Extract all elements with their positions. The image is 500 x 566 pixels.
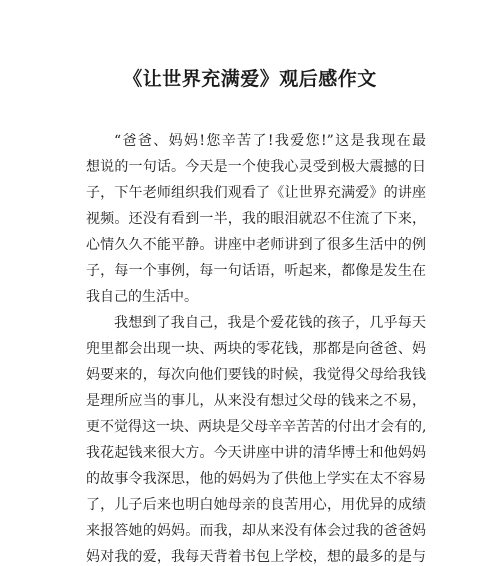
text-line: 的故事令我深思，他的妈妈为了供他上学实在太不容易: [86, 471, 426, 487]
text-line: 了，儿子后来也明白她母亲的良苦用心，用优异的成绩: [86, 497, 426, 513]
text-line: 来报答她的妈妈。而我，却从来没有体会过我的爸爸妈: [86, 523, 426, 539]
text-line: 心情久久不能平静。讲座中老师讲到了很多生活中的例: [86, 237, 426, 253]
text-line: 视频。还没有看到一半，我的眼泪就忍不住流了下来，: [86, 211, 426, 227]
text-line: 我花起钱来很大方。今天讲座中讲的清华博士和他妈妈: [86, 445, 426, 461]
text-line: 更不觉得这一块、两块是父母辛辛苦苦的付出才会有的,: [86, 419, 427, 435]
document-title: 《让世界充满爱》观后感作文: [123, 68, 377, 90]
text-line: 妈对我的爱，我每天背着书包上学校，想的最多的是与: [86, 549, 426, 565]
document-body: [86, 128, 426, 566]
text-line: 想说的一句话。今天是一个使我心灵受到极大震撼的日: [86, 159, 426, 175]
text-line: 子，下午老师组织我们观看了《让世界充满爱》的讲座: [86, 185, 426, 201]
text-line: “爸爸、妈妈!您辛苦了!我爱您!”这是我现在最: [114, 133, 426, 149]
text-line: 妈要来的，每次向他们要钱的时候，我觉得父母给我钱: [86, 367, 426, 383]
text-line: 兜里都会出现一块、两块的零花钱，那都是向爸爸、妈: [86, 341, 426, 357]
text-line: 子，每一个事例，每一句话语，听起来，都像是发生在: [86, 263, 426, 279]
text-line: 我自己的生活中。: [86, 289, 198, 305]
text-line: 是理所应当的事儿，从来没有想过父母的钱来之不易，: [86, 393, 426, 409]
text-line: 我想到了我自己，我是个爱花钱的孩子，几乎每天: [114, 315, 426, 331]
